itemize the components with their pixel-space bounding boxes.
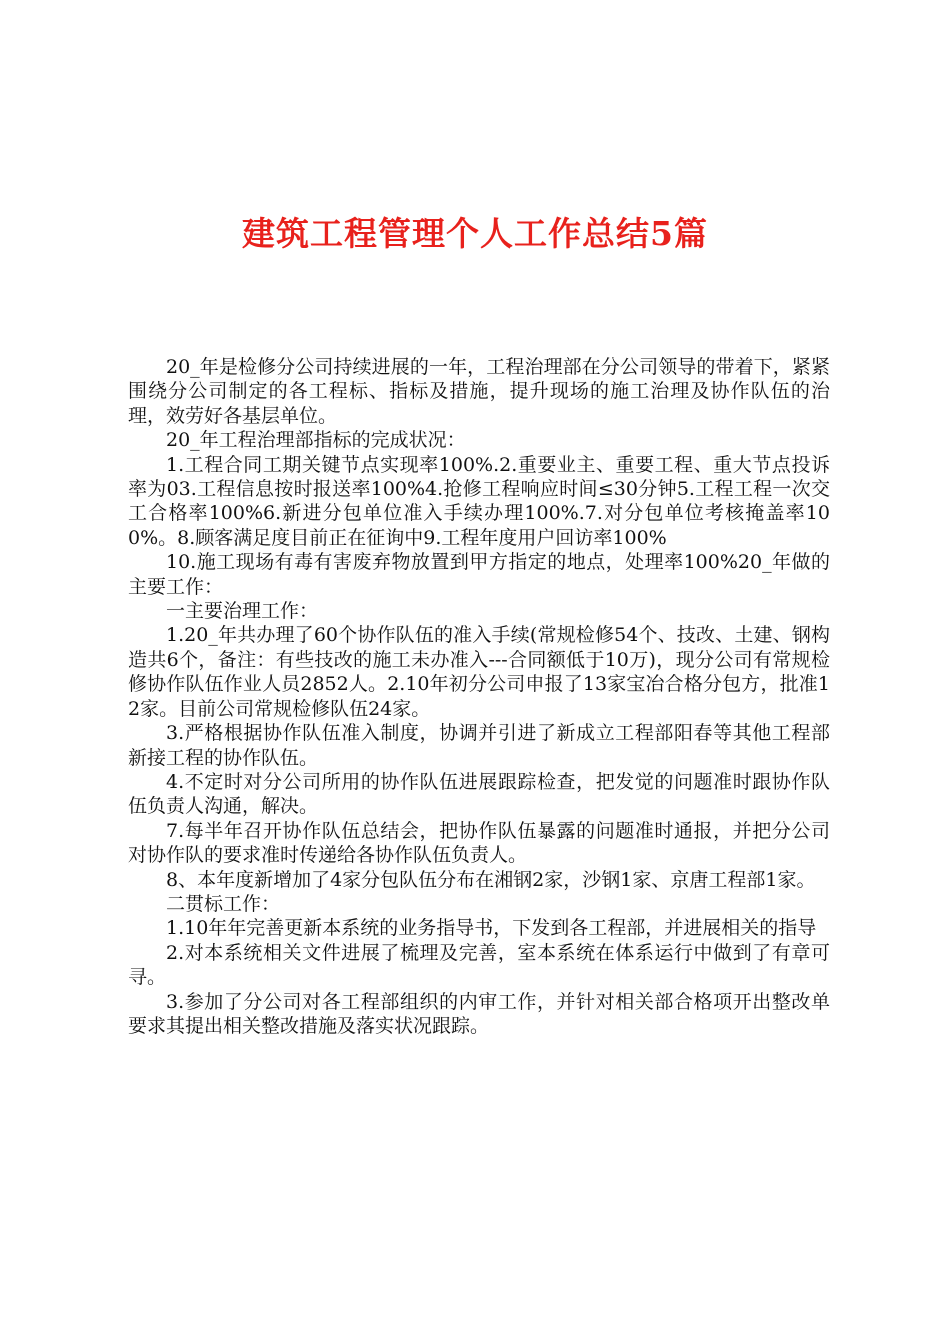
paragraph-standard-item-1: 1.10年年完善更新本系统的业务指导书，下发到各工程部，并进展相关的指导 bbox=[166, 917, 817, 940]
paragraph-item-3: 3.严格根据协作队伍准入制度，协调并引进了新成立工程部阳春等其他工程部新接工程的协作队伍。 bbox=[128, 722, 830, 769]
paragraph-indicator-10: 10.施工现场有毒有害废弃物放置到甲方指定的地点，处理率100%20_年做的主要工作： bbox=[128, 551, 830, 598]
paragraph-section-two-heading: 二贯标工作： bbox=[166, 892, 281, 915]
paragraph-standard-item-2: 2.对本系统相关文件进展了梳理及完善，室本系统在体系运行中做到了有章可寻。 bbox=[128, 941, 830, 989]
paragraph-item-4: 4.不定时对分公司所用的协作队伍进展跟踪检查，把发觉的问题准时跟协作队伍负责人沟通，解决。 bbox=[128, 770, 830, 818]
paragraph-item-7: 7.每半年召开协作队伍总结会，把协作队伍暴露的问题准时通报，并把分公司对协作队的要求准时传递给各协作队伍负责人。 bbox=[128, 819, 830, 867]
document-title: 建筑工程管理个人工作总结5篇 bbox=[242, 214, 708, 253]
paragraph-item-8: 8、本年度新增加了4家分包队伍分布在湘钢2家，沙钢1家、京唐工程部1家。 bbox=[166, 868, 816, 891]
paragraph-standard-item-3: 3.参加了分公司对各工程部组织的内审工作，并针对相关部合格项开出整改单要求其提出相关整改措施及落实状况跟踪。 bbox=[128, 990, 830, 1037]
paragraph-section-one-heading: 一主要治理工作： bbox=[166, 600, 319, 623]
paragraph-item-1-2: 1.20_年共办理了60个协作队伍的准入手续(常规检修54个、技改、土建、钢构造共6个，备注：有些技改的施工未办准入---合同额低于10万)，现分公司有常规检修协作队伍作业人员2852人。2.10年初分公司申报了13家宝冶合格分包方，批准12家。目前公司常规检修队伍24家。 bbox=[128, 624, 830, 720]
paragraph-indicators-list: 1.工程合同工期关键节点实现率100%.2.重要业主、重要工程、重大节点投诉率为03.工程信息按时报送率100%4.抢修工程响应时间≤30分钟5.工程工程一次交工合格率100%6.新进分包单位准入手续办理100%.7.对分包单位考核掩盖率100%。8.顾客满足度目前正在征询中9.工程年度用户回访率100% bbox=[128, 453, 830, 549]
document-body bbox=[128, 355, 830, 1038]
paragraph-intro: 20_年是检修分公司持续进展的一年，工程治理部在分公司领导的带着下，紧紧围绕分公司制定的各工程标、指标及措施，提升现场的施工治理及协作队伍的治理，效劳好各基层单位。 bbox=[128, 356, 830, 427]
paragraph-indicators-heading: 20_年工程治理部指标的完成状况： bbox=[166, 429, 466, 452]
